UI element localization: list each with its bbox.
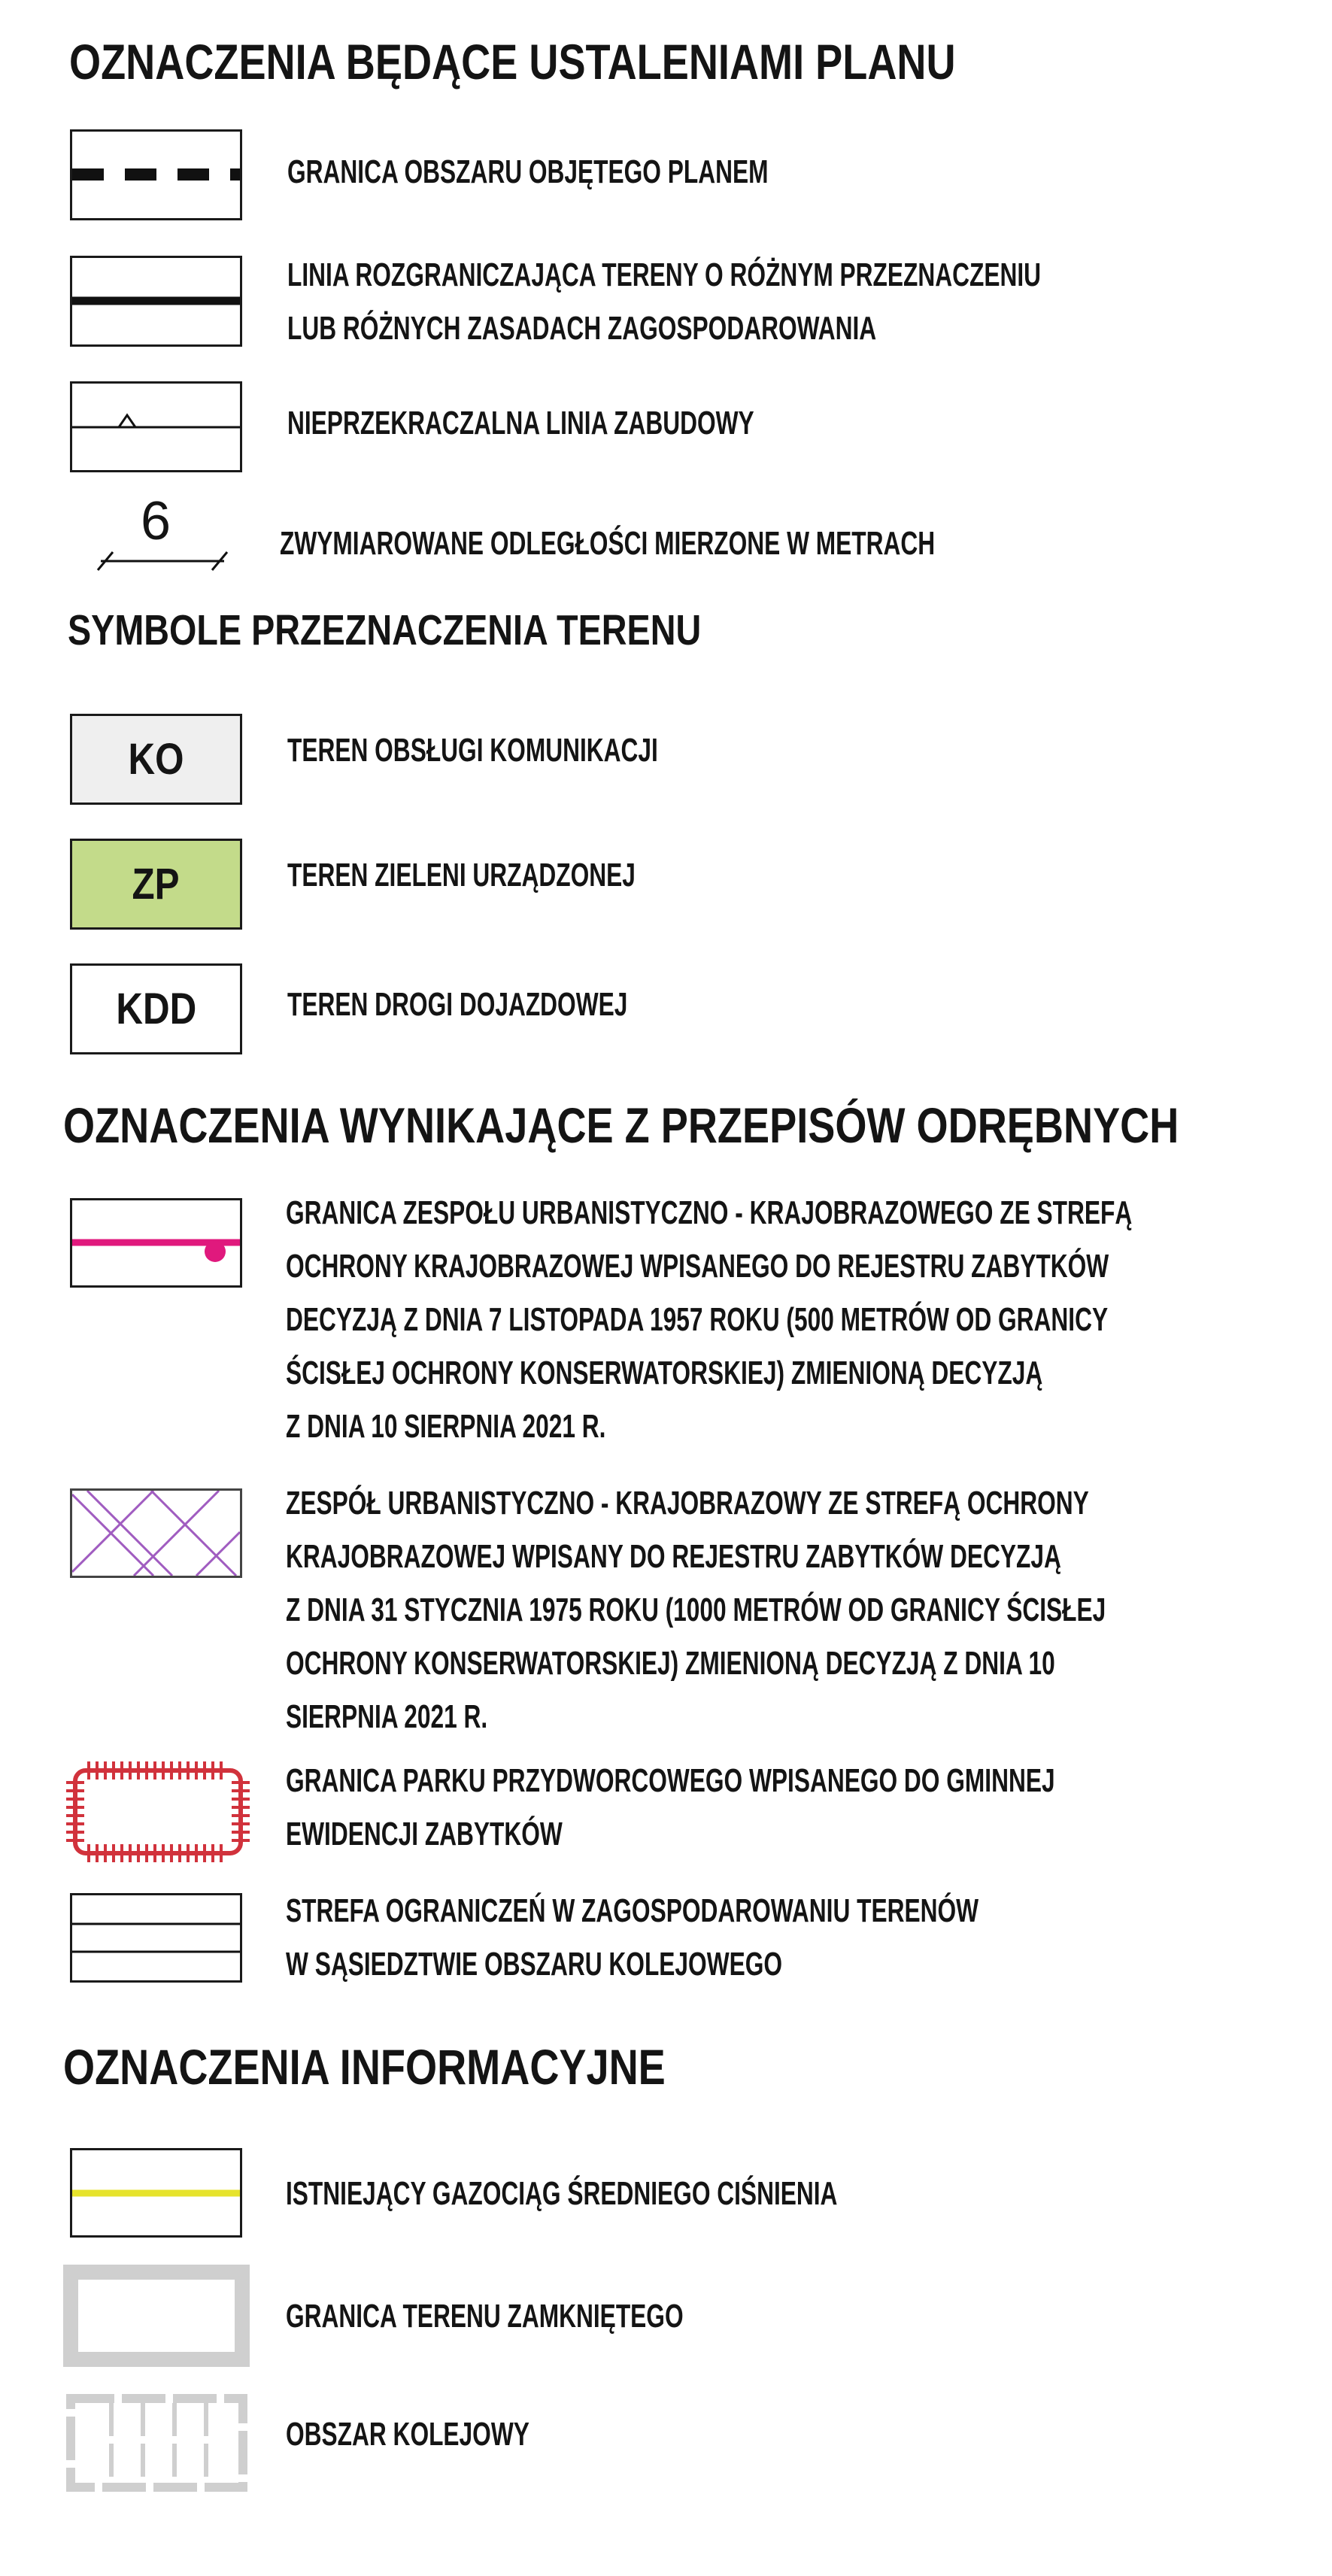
section-heading-other: OZNACZENIA WYNIKAJĄCE Z PRZEPISÓW ODRĘBNYCH (63, 1097, 1179, 1153)
label-line: LUB RÓŻNYCH ZASADACH ZAGOSPODAROWANIA (287, 310, 877, 347)
legend-label-zone-area (286, 1476, 1106, 1743)
label-line: W SĄSIEDZTWIE OBSZARU KOLEJOWEGO (286, 1946, 783, 1983)
legend-label-gas (286, 2167, 837, 2220)
solid-line-icon (72, 258, 240, 344)
label-line: GRANICA TERENU ZAMKNIĘTEGO (286, 2298, 684, 2335)
label-line: TEREN DROGI DOJAZDOWEJ (287, 986, 628, 1023)
label-line: TEREN ZIELENI URZĄDZONEJ (287, 857, 636, 894)
legend-label-rail-zone (286, 1884, 979, 1991)
rail-zone-symbol (70, 1893, 242, 1983)
legend-label-plan-boundary (287, 145, 768, 199)
dashed-grey-frame-icon (65, 2392, 249, 2493)
symbol-box-ko (70, 714, 242, 805)
closed-area-symbol (63, 2265, 250, 2367)
label-line: DECYZJĄ Z DNIA 7 LISTOPADA 1957 ROKU (500 METRÓW OD GRANICY (286, 1301, 1109, 1338)
dashed-line-icon (72, 132, 240, 218)
label-line: KRAJOBRAZOWEJ WPISANY DO REJESTRU ZABYTKÓW DECYZJĄ (286, 1538, 1061, 1575)
label-line: ZESPÓŁ URBANISTYCZNO - KRAJOBRAZOWY ZE STREFĄ OCHRONY (286, 1485, 1089, 1522)
magenta-boundary-icon (72, 1200, 240, 1285)
yellow-line-icon (72, 2150, 240, 2235)
legend-label-kdd (287, 978, 627, 1031)
red-hatched-boundary-icon (63, 1758, 253, 1865)
legend-label-closed (286, 2289, 684, 2343)
legend-label-park (286, 1754, 1055, 1861)
zone-boundary-symbol (70, 1198, 242, 1288)
dimension-value: 6 (141, 491, 171, 551)
legend-label-dimension (280, 517, 935, 570)
zone-area-symbol (70, 1488, 242, 1578)
label-line: NIEPRZEKRACZALNA LINIA ZABUDOWY (287, 405, 754, 441)
legend-label-zp (287, 848, 636, 902)
label-line: STREFA OGRANICZEŃ W ZAGOSPODAROWANIU TERENÓW (286, 1892, 979, 1929)
legend-label-ko (287, 724, 658, 777)
section-heading-plan: OZNACZENIA BĘDĄCE USTALENIAMI PLANU (69, 34, 956, 90)
label-line: TEREN OBSŁUGI KOMUNIKACJI (287, 732, 658, 769)
section-heading-symbols: SYMBOLE PRZEZNACZENIA TERENU (68, 606, 702, 654)
diagonal-hatch-icon (72, 1491, 240, 1576)
building-line-icon (72, 384, 240, 470)
symbol-code: KDD (116, 985, 196, 1033)
dividing-line-symbol (70, 256, 242, 347)
plan-boundary-symbol (70, 129, 242, 220)
legend-label-zone-boundary (286, 1186, 1132, 1453)
building-line-symbol (70, 381, 242, 472)
legend-label-rail (286, 2408, 529, 2461)
symbol-box-kdd (70, 963, 242, 1054)
label-line: GRANICA OBSZARU OBJĘTEGO PLANEM (287, 153, 769, 190)
label-line: OBSZAR KOLEJOWY (286, 2416, 529, 2453)
rail-area-symbol (65, 2392, 249, 2493)
label-line: SIERPNIA 2021 R. (286, 1698, 488, 1735)
symbol-box-zp (70, 839, 242, 930)
park-boundary-symbol (63, 1758, 253, 1865)
label-line: GRANICA ZESPOŁU URBANISTYCZNO - KRAJOBRAZOWEGO ZE STREFĄ (286, 1194, 1133, 1231)
label-line: EWIDENCJI ZABYTKÓW (286, 1816, 563, 1852)
label-line: Z DNIA 10 SIERPNIA 2021 R. (286, 1408, 606, 1445)
label-line: ZWYMIAROWANE ODLEGŁOŚCI MIERZONE W METRACH (280, 525, 936, 562)
label-line: GRANICA PARKU PRZYDWORCOWEGO WPISANEGO DO GMINNEJ (286, 1762, 1055, 1799)
label-line: Z DNIA 31 STYCZNIA 1975 ROKU (1000 METRÓW OD GRANICY ŚCISŁEJ (286, 1591, 1106, 1628)
section-heading-info: OZNACZENIA INFORMACYJNE (63, 2039, 666, 2095)
dimension-symbol (92, 489, 235, 572)
symbol-code: KO (128, 735, 184, 784)
symbol-code: ZP (132, 860, 181, 909)
label-line: OCHRONY KRAJOBRAZOWEJ WPISANEGO DO REJESTRU ZABYTKÓW (286, 1248, 1109, 1285)
parallel-lines-icon (72, 1895, 240, 1980)
label-line: LINIA ROZGRANICZAJĄCA TERENY O RÓŻNYM PRZEZNACZENIU (287, 256, 1042, 293)
legend-label-building-line (287, 396, 754, 450)
legend-label-dividing-line (287, 248, 1041, 355)
label-line: ŚCISŁEJ OCHRONY KONSERWATORSKIEJ) ZMIENIONĄ DECYZJĄ (286, 1355, 1043, 1391)
label-line: ISTNIEJĄCY GAZOCIĄG ŚREDNIEGO CIŚNIENIA (286, 2175, 838, 2212)
gas-pipeline-symbol (70, 2148, 242, 2238)
label-line: OCHRONY KONSERWATORSKIEJ) ZMIENIONĄ DECYZJĄ Z DNIA 10 (286, 1645, 1055, 1682)
